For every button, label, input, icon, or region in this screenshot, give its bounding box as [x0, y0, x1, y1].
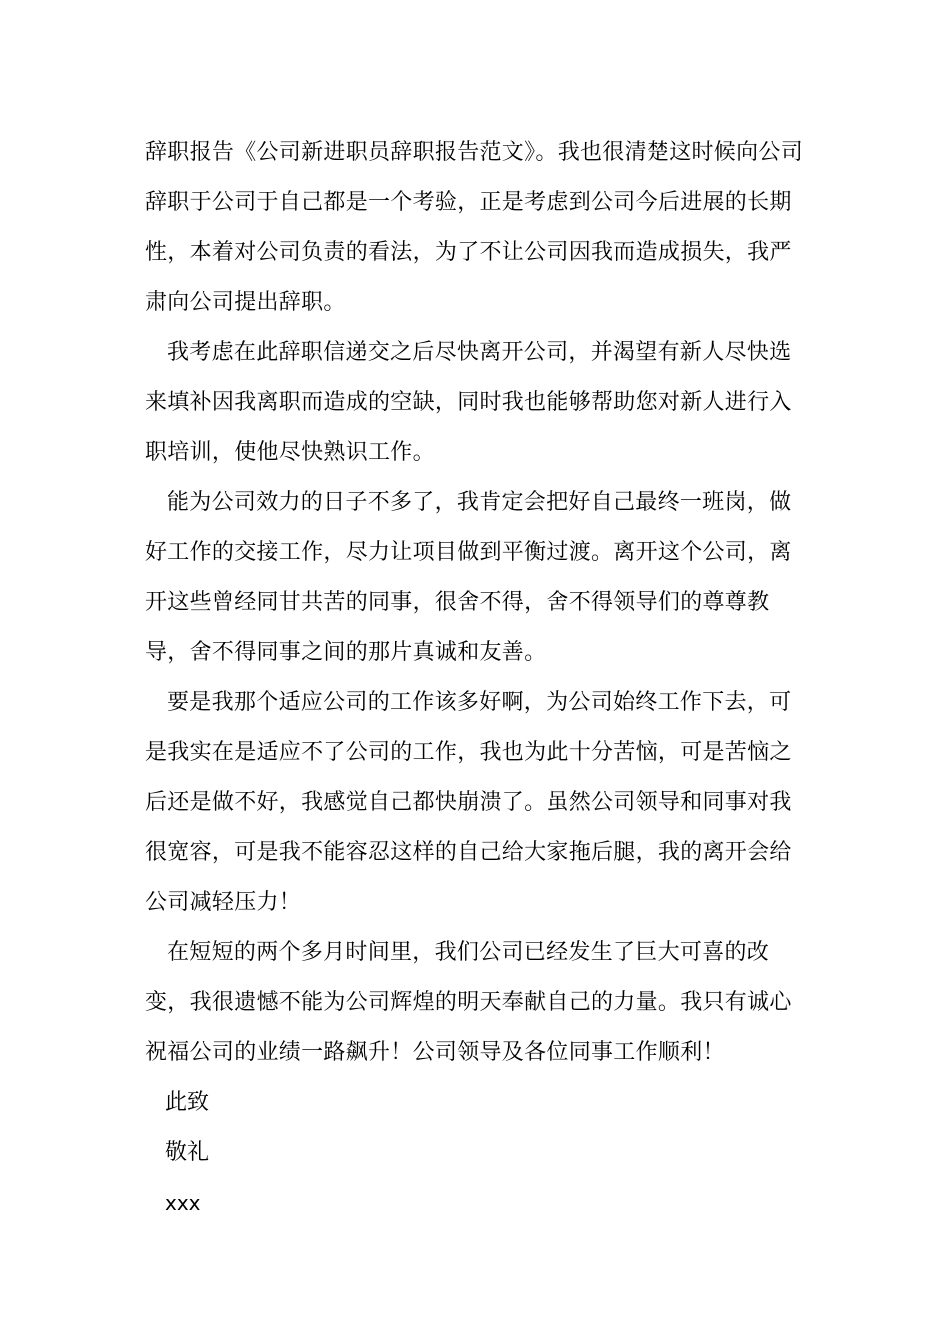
paragraph-3: 能为公司效力的日子不多了，我肯定会把好自己最终一班岗，做好工作的交接工作，尽力让项目做到平衡过渡。离开这个公司，离开这些曾经同甘共苦的同事，很舍不得，舍不得领导们的尊尊教导，舍不得同事之间的那片真诚和友善。 [145, 490, 792, 665]
paragraph-2: 我考虑在此辞职信递交之后尽快离开公司，并渴望有新人尽快选来填补因我离职而造成的空缺，同时我也能够帮助您对新人进行入职培训，使他尽快熟识工作。 [145, 340, 792, 465]
paragraph-4: 要是我那个适应公司的工作该多好啊，为公司始终工作下去，可是我实在是适应不了公司的工作，我也为此十分苦恼，可是苦恼之后还是做不好，我感觉自己都快崩溃了。虽然公司领导和同事对我很宽容，可是我不能容忍这样的自己给大家拖后腿，我的离开会给公司减轻压力！ [145, 690, 792, 915]
closing-salutation-1: 此致 [165, 1090, 210, 1115]
paragraph-5: 在短短的两个多月时间里，我们公司已经发生了巨大可喜的改变，我很遗憾不能为公司辉煌的明天奉献自己的力量。我只有诚心祝福公司的业绩一路飙升！公司领导及各位同事工作顺利！ [145, 940, 792, 1065]
closing-salutation-2: 敬礼 [165, 1140, 210, 1165]
signature: xxx [165, 1191, 201, 1215]
paragraph-1: 辞职报告《公司新进职员辞职报告范文》。我也很清楚这时候向公司辞职于公司于自己都是一个考验，正是考虑到公司今后进展的长期性，本着对公司负责的看法，为了不让公司因我而造成损失，我严肃向公司提出辞职。 [145, 140, 804, 315]
letter-body [145, 128, 810, 1228]
